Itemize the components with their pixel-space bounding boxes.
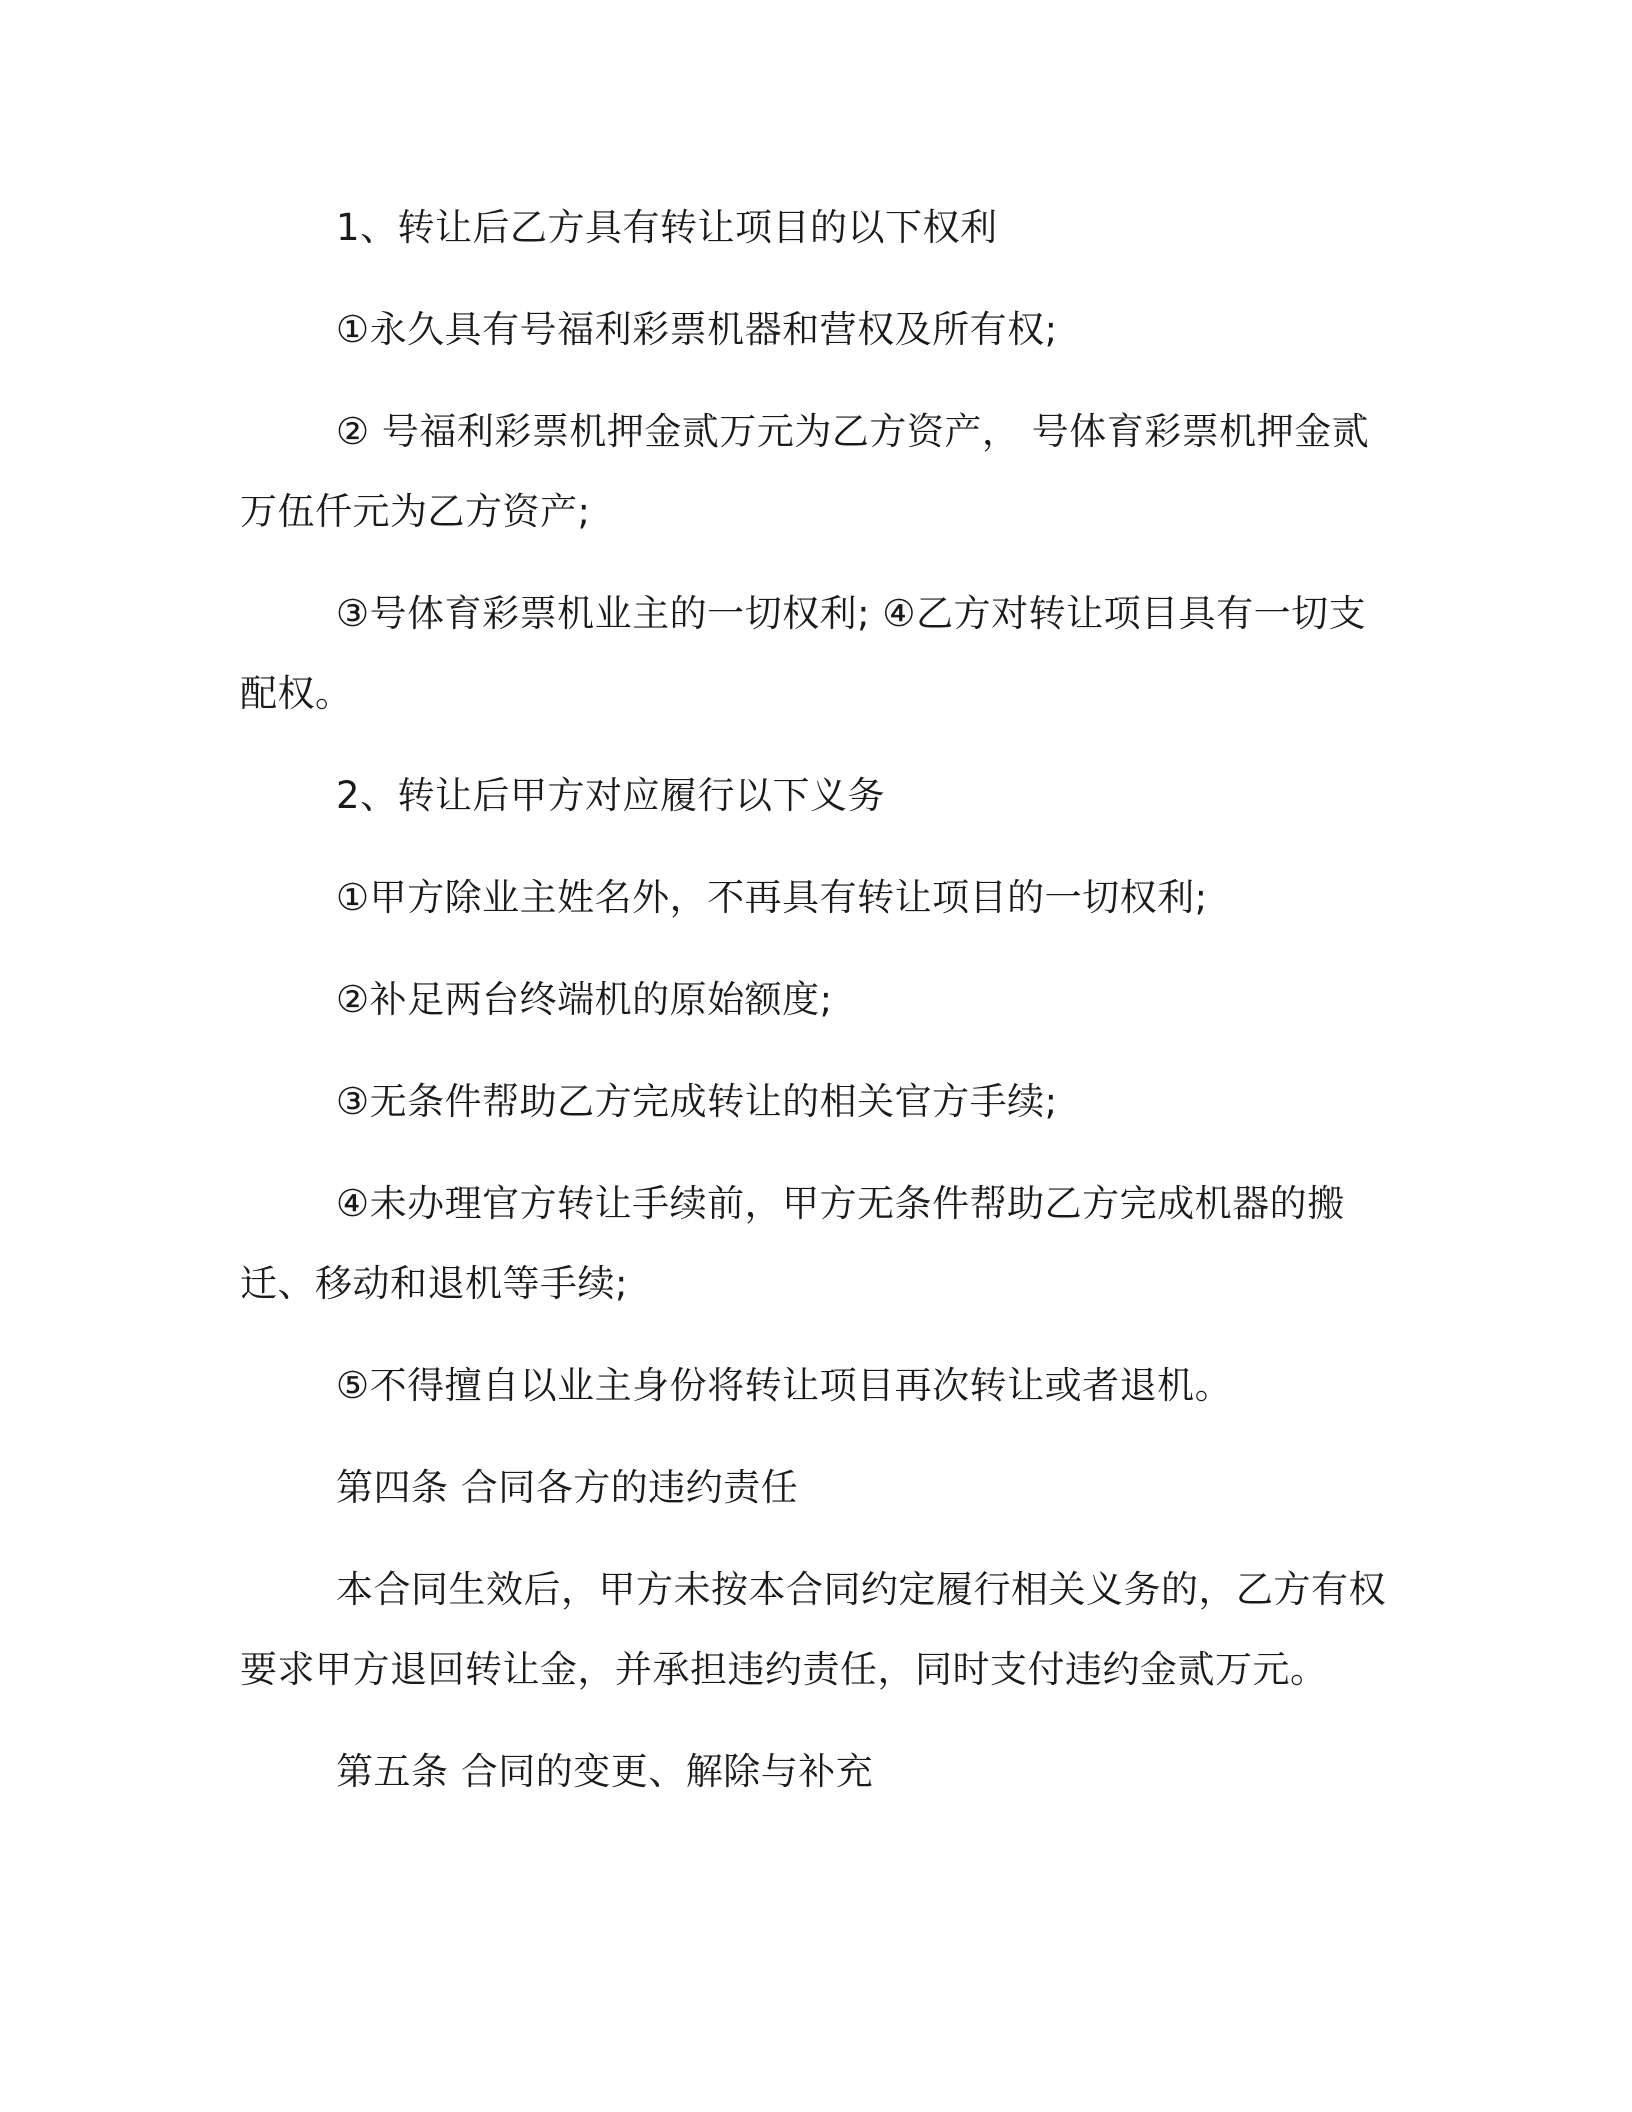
article-5-heading: 第五条 合同的变更、解除与补充	[336, 1750, 874, 1793]
paragraph-rights-heading: 1、转让后乙方具有转让项目的以下权利	[336, 206, 998, 249]
article-4-heading: 第四条 合同各方的违约责任	[336, 1466, 799, 1509]
paragraph-right-1: ①永久具有号福利彩票机器和营权及所有权;	[336, 308, 1058, 351]
paragraph-obligations-heading: 2、转让后甲方对应履行以下义务	[336, 774, 886, 817]
article-4-body: 本合同生效后，甲方未按本合同约定履行相关义务的，乙方有权要求甲方退回转让金，并承担违约责任，同时支付违约金贰万元。	[240, 1568, 1386, 1691]
paragraph-obligation-5: ⑤不得擅自以业主身份将转让项目再次转让或者退机。	[336, 1364, 1233, 1407]
paragraph-obligation-1: ①甲方除业主姓名外，不再具有转让项目的一切权利;	[336, 876, 1208, 919]
paragraph-right-3-4: ③号体育彩票机业主的一切权利; ④乙方对转让项目具有一切支配权。	[240, 592, 1367, 715]
paragraph-obligation-3: ③无条件帮助乙方完成转让的相关官方手续;	[336, 1080, 1058, 1123]
document-body	[240, 188, 1400, 1834]
paragraph-obligation-4: ④未办理官方转让手续前，甲方无条件帮助乙方完成机器的搬迁、移动和退机等手续;	[240, 1182, 1345, 1305]
paragraph-right-2: ② 号福利彩票机押金贰万元为乙方资产， 号体育彩票机押金贰万伍仟元为乙方资产;	[240, 410, 1370, 533]
paragraph-obligation-2: ②补足两台终端机的原始额度;	[336, 978, 833, 1021]
